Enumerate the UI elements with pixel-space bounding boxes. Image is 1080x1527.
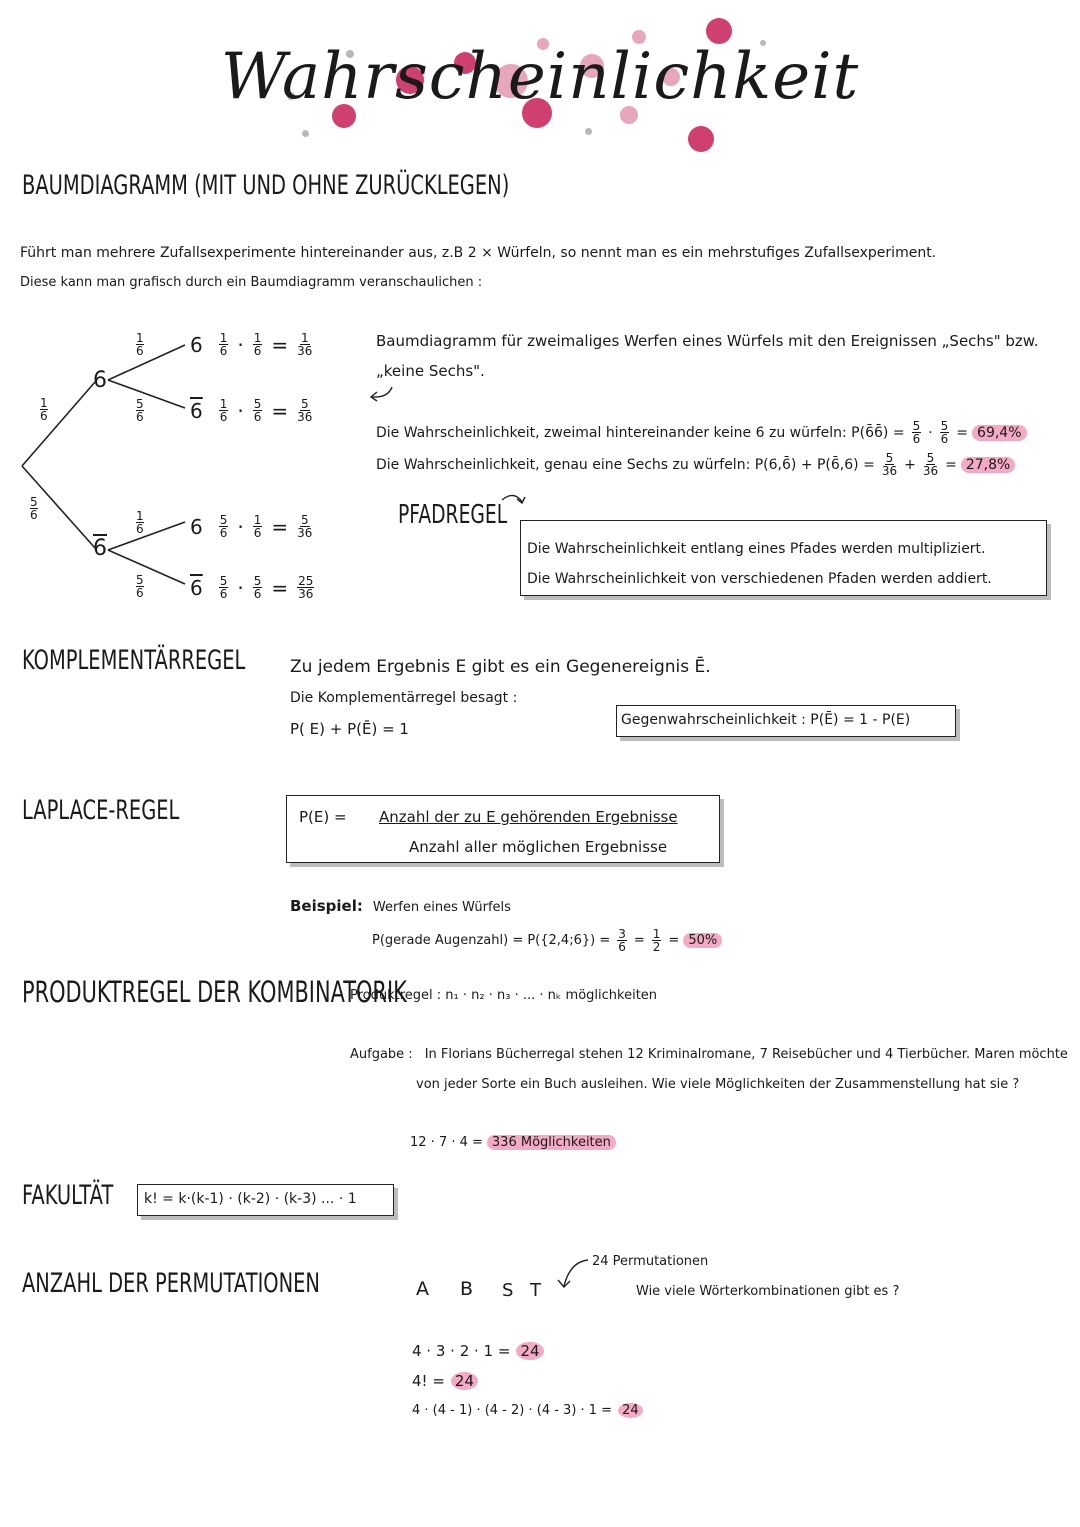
laplace-denominator: Anzahl aller möglichen Ergebnisse [409,838,668,856]
pfadregel-line1: Die Wahrscheinlichkeit entlang eines Pfades werden multipliziert. [527,541,986,557]
laplace-example-formula: P(gerade Augenzahl) = P({2,4;6}) = $\frac{3}{6}$ = $\frac{1}{2}$ = 50% [372,928,722,953]
tree-leaf-row-4: 6 $\frac{5}{6}$ · $\frac{5}{6}$ = $\frac{25}{36}$ [190,574,314,601]
result-highlight: 27,8% [961,457,1015,473]
task-line1: In Florians Bücherregal stehen 12 Kriminalromane, 7 Reisebücher und 4 Tierbücher. Maren möchte [424,1047,1068,1062]
section-heading-fakultaet: FAKULTÄT [22,1180,114,1211]
tree-prob-branch-3: 1 6 [136,509,144,536]
tree-prob-root-up: 1 6 [40,396,48,423]
komplement-line2: Die Komplementärregel besagt : [290,690,518,706]
letter-t: T [530,1280,541,1301]
letter-s: S [502,1280,514,1301]
letter-b: B [460,1278,474,1300]
result-highlight: 24 [516,1342,543,1360]
task-label: Aufgabe : [350,1047,413,1062]
section-heading-permutationen: ANZAHL DER PERMUTATIONEN [22,1268,320,1299]
permutation-question: Wie viele Wörterkombinationen gibt es ? [636,1284,900,1299]
tree-leaf-row-3: 6 $\frac{5}{6}$ · $\frac{1}{6}$ = $\frac{5}{36}$ [190,513,313,540]
permutation-calc2: 4! = 24 [412,1372,478,1390]
decorative-dot [585,128,592,135]
permutation-note: 24 Permutationen [592,1254,709,1269]
section-heading-produktregel: PRODUKTREGEL DER KOMBINATORIK [22,975,407,1009]
example-label: Beispiel: [290,897,363,915]
leaf-node: 6 [190,398,203,423]
result-highlight: 24 [451,1372,478,1390]
tree-node-six: 6 [93,368,107,393]
laplace-box [286,795,720,863]
produktregel-rule: Produktregel : n₁ · n₂ · n₃ · ... · nₖ möglichkeiten [350,988,658,1003]
result-highlight: 69,4% [972,425,1026,441]
fakultaet-box [137,1184,394,1216]
laplace-lhs: P(E) = [299,808,347,826]
pfadregel-box [520,520,1047,596]
example-text: Werfen eines Würfels [372,900,511,915]
tree-prob-branch-2: 5 6 [136,397,144,424]
laplace-numerator: Anzahl der zu E gehörenden Ergebnisse [379,808,678,826]
komplement-line1: Zu jedem Ergebnis E gibt es ein Gegenereignis Ē. [290,657,711,677]
tree-prob-branch-4: 5 6 [136,573,144,600]
produktregel-task [350,1047,1068,1062]
gegenwahrscheinlichkeit-box [616,705,956,737]
intro-text-line1: Führt man mehrere Zufallsexperimente hintereinander aus, z.B 2 × Würfeln, so nennt man es ein mehrstufiges Zufallsexperiment. [20,245,937,261]
section-heading-laplace: LAPLACE-REGEL [22,795,180,826]
tree-leaf-row-2: 6 $\frac{1}{6}$ · $\frac{5}{6}$ = $\frac{5}{36}$ [190,397,313,424]
tree-description-line1: Baumdiagramm für zweimaliges Werfen eines Würfels mit den Ereignissen „Sechs" bzw. [376,332,1039,350]
leaf-node: 6 [190,514,203,539]
curved-arrow-icon [552,1256,592,1292]
section-heading-baumdiagramm: BAUMDIAGRAMM (MIT UND OHNE ZURÜCKLEGEN) [22,170,510,201]
permutation-calc1: 4 · 3 · 2 · 1 = 24 [412,1342,544,1360]
tree-leaf-row-1: 6 $\frac{1}{6}$ · $\frac{1}{6}$ = $\frac{1}{36}$ [190,331,313,358]
section-heading-komplementaerregel: KOMPLEMENTÄRREGEL [22,645,246,676]
result-highlight: 50% [683,933,722,948]
page-title: Wahrscheinlichkeit [220,40,860,114]
letter-a: A [416,1278,429,1300]
leaf-node: 6 [190,575,203,600]
tree-description-line2: „keine Sechs". [376,362,485,380]
laplace-example [290,897,511,915]
decorative-dot [688,126,714,152]
result-highlight: 336 Möglichkeiten [487,1135,616,1150]
prob-line-one-six: Die Wahrscheinlichkeit, genau eine Sechs zu würfeln: P(6,6̄) + P(6̄,6) = $\frac{5}{36}$ + $\frac{5}{36}$ = 27,8% [376,452,1015,477]
pfadregel-line2: Die Wahrscheinlichkeit von verschiedenen Pfaden werden addiert. [527,571,992,587]
curved-arrow-icon [500,490,530,514]
gegenwahrscheinlichkeit-text: Gegenwahrscheinlichkeit : P(Ē) = 1 - P(E) [621,712,911,728]
leaf-node: 6 [190,332,203,357]
komplement-formula: P( E) + P(Ē) = 1 [290,720,409,738]
result-highlight: 24 [618,1403,643,1418]
pfadregel-heading: PFADREGEL [398,500,508,530]
tree-prob-branch-1: 1 6 [136,331,144,358]
produktregel-calc: 12 · 7 · 4 = 336 Möglichkeiten [410,1135,616,1150]
tree-prob-root-down: 5 6 [30,495,38,522]
intro-text-line2: Diese kann man grafisch durch ein Baumdiagramm veranschaulichen : [20,275,483,290]
decorative-dot [302,130,309,137]
task-line2: von jeder Sorte ein Buch ausleihen. Wie viele Möglichkeiten der Zusammenstellung hat sie ? [416,1077,1020,1092]
curved-arrow-icon [368,384,398,404]
tree-node-not-six: 6 [93,536,107,561]
prob-line-no-six: Die Wahrscheinlichkeit, zweimal hintereinander keine 6 zu würfeln: P(6̄6̄) = $\frac{5}{6}$ · $\frac{5}{6}$ = 69,4% [376,420,1027,445]
permutation-calc3: 4 · (4 - 1) · (4 - 2) · (4 - 3) · 1 = 24 [412,1403,643,1418]
fakultaet-formula: k! = k·(k-1) · (k-2) · (k-3) ... · 1 [144,1191,357,1207]
